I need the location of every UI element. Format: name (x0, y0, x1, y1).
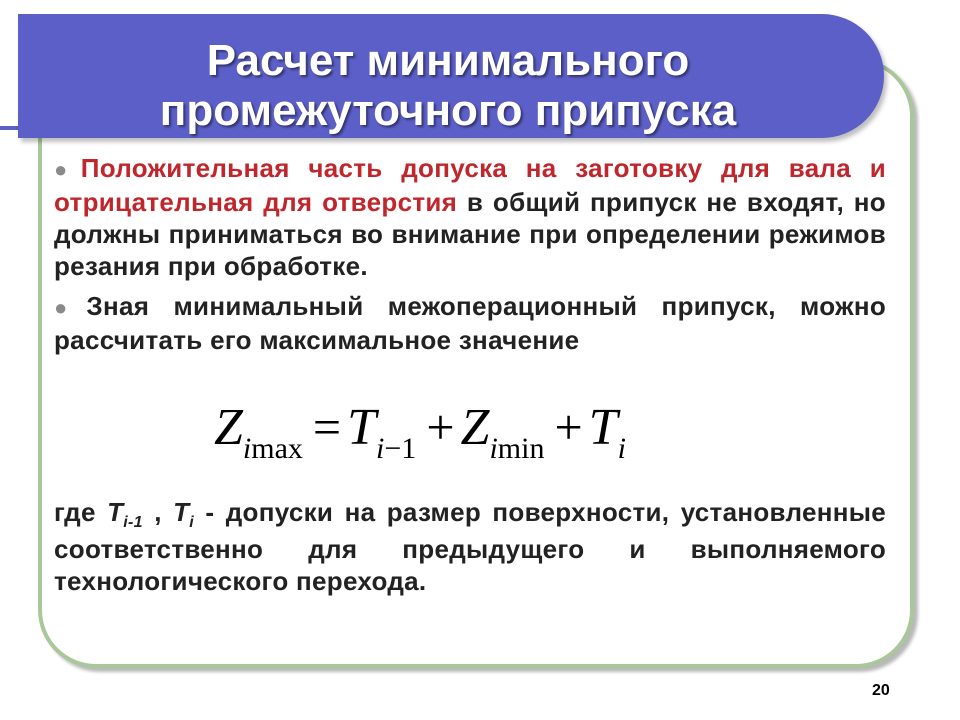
formula-sub: imin (489, 432, 545, 465)
bullet-dot-icon: ● (54, 295, 85, 320)
title-banner (18, 14, 884, 138)
paragraph-text: Зная минимальный межоперационный припуск, можно рассчитать его максимальное значение (54, 291, 887, 355)
paragraph-text: в общий припуск не входят, но должны приниматься во внимание при определении режимов резания при обработке. (54, 187, 886, 281)
formula (214, 398, 774, 478)
page-number: 20 (872, 682, 890, 699)
formula-plus: + (554, 399, 583, 455)
formula-sub: i (617, 432, 626, 465)
symbol-subscript: i-1 (123, 514, 143, 531)
body-text (54, 152, 886, 364)
bullet-paragraph-1 (54, 152, 886, 282)
formula-sub: imax (242, 432, 303, 465)
title-line-2: промежуточного припуска (159, 86, 737, 135)
where-prefix: где (54, 497, 108, 527)
formula-z: Z (214, 399, 243, 456)
symbol-t: Т (107, 497, 124, 527)
symbol-subscript: i (189, 514, 195, 531)
formula-t: T (588, 399, 618, 456)
where-paragraph (54, 496, 886, 597)
formula-z: Z (460, 399, 490, 456)
symbol-separator: , (142, 497, 174, 527)
formula-plus: + (426, 399, 455, 455)
highlighted-text: Положительная часть допуска на заготовку для вала и отрицательная для отверстия (54, 153, 886, 217)
formula-equals: = (312, 399, 342, 455)
where-text: допуски на размер поверхности, установленные соответственно для предыдущего и выполняемого технологического перехода. (54, 497, 886, 596)
title-line-1: Расчет минимального (206, 36, 690, 85)
formula-sub: i−1 (376, 432, 417, 465)
symbol-t: Т (173, 497, 190, 527)
formula-t: T (347, 399, 377, 456)
dash: - (194, 497, 226, 527)
bullet-dot-icon: ● (54, 157, 79, 182)
bullet-paragraph-2 (54, 290, 886, 356)
slide-title (78, 36, 818, 136)
